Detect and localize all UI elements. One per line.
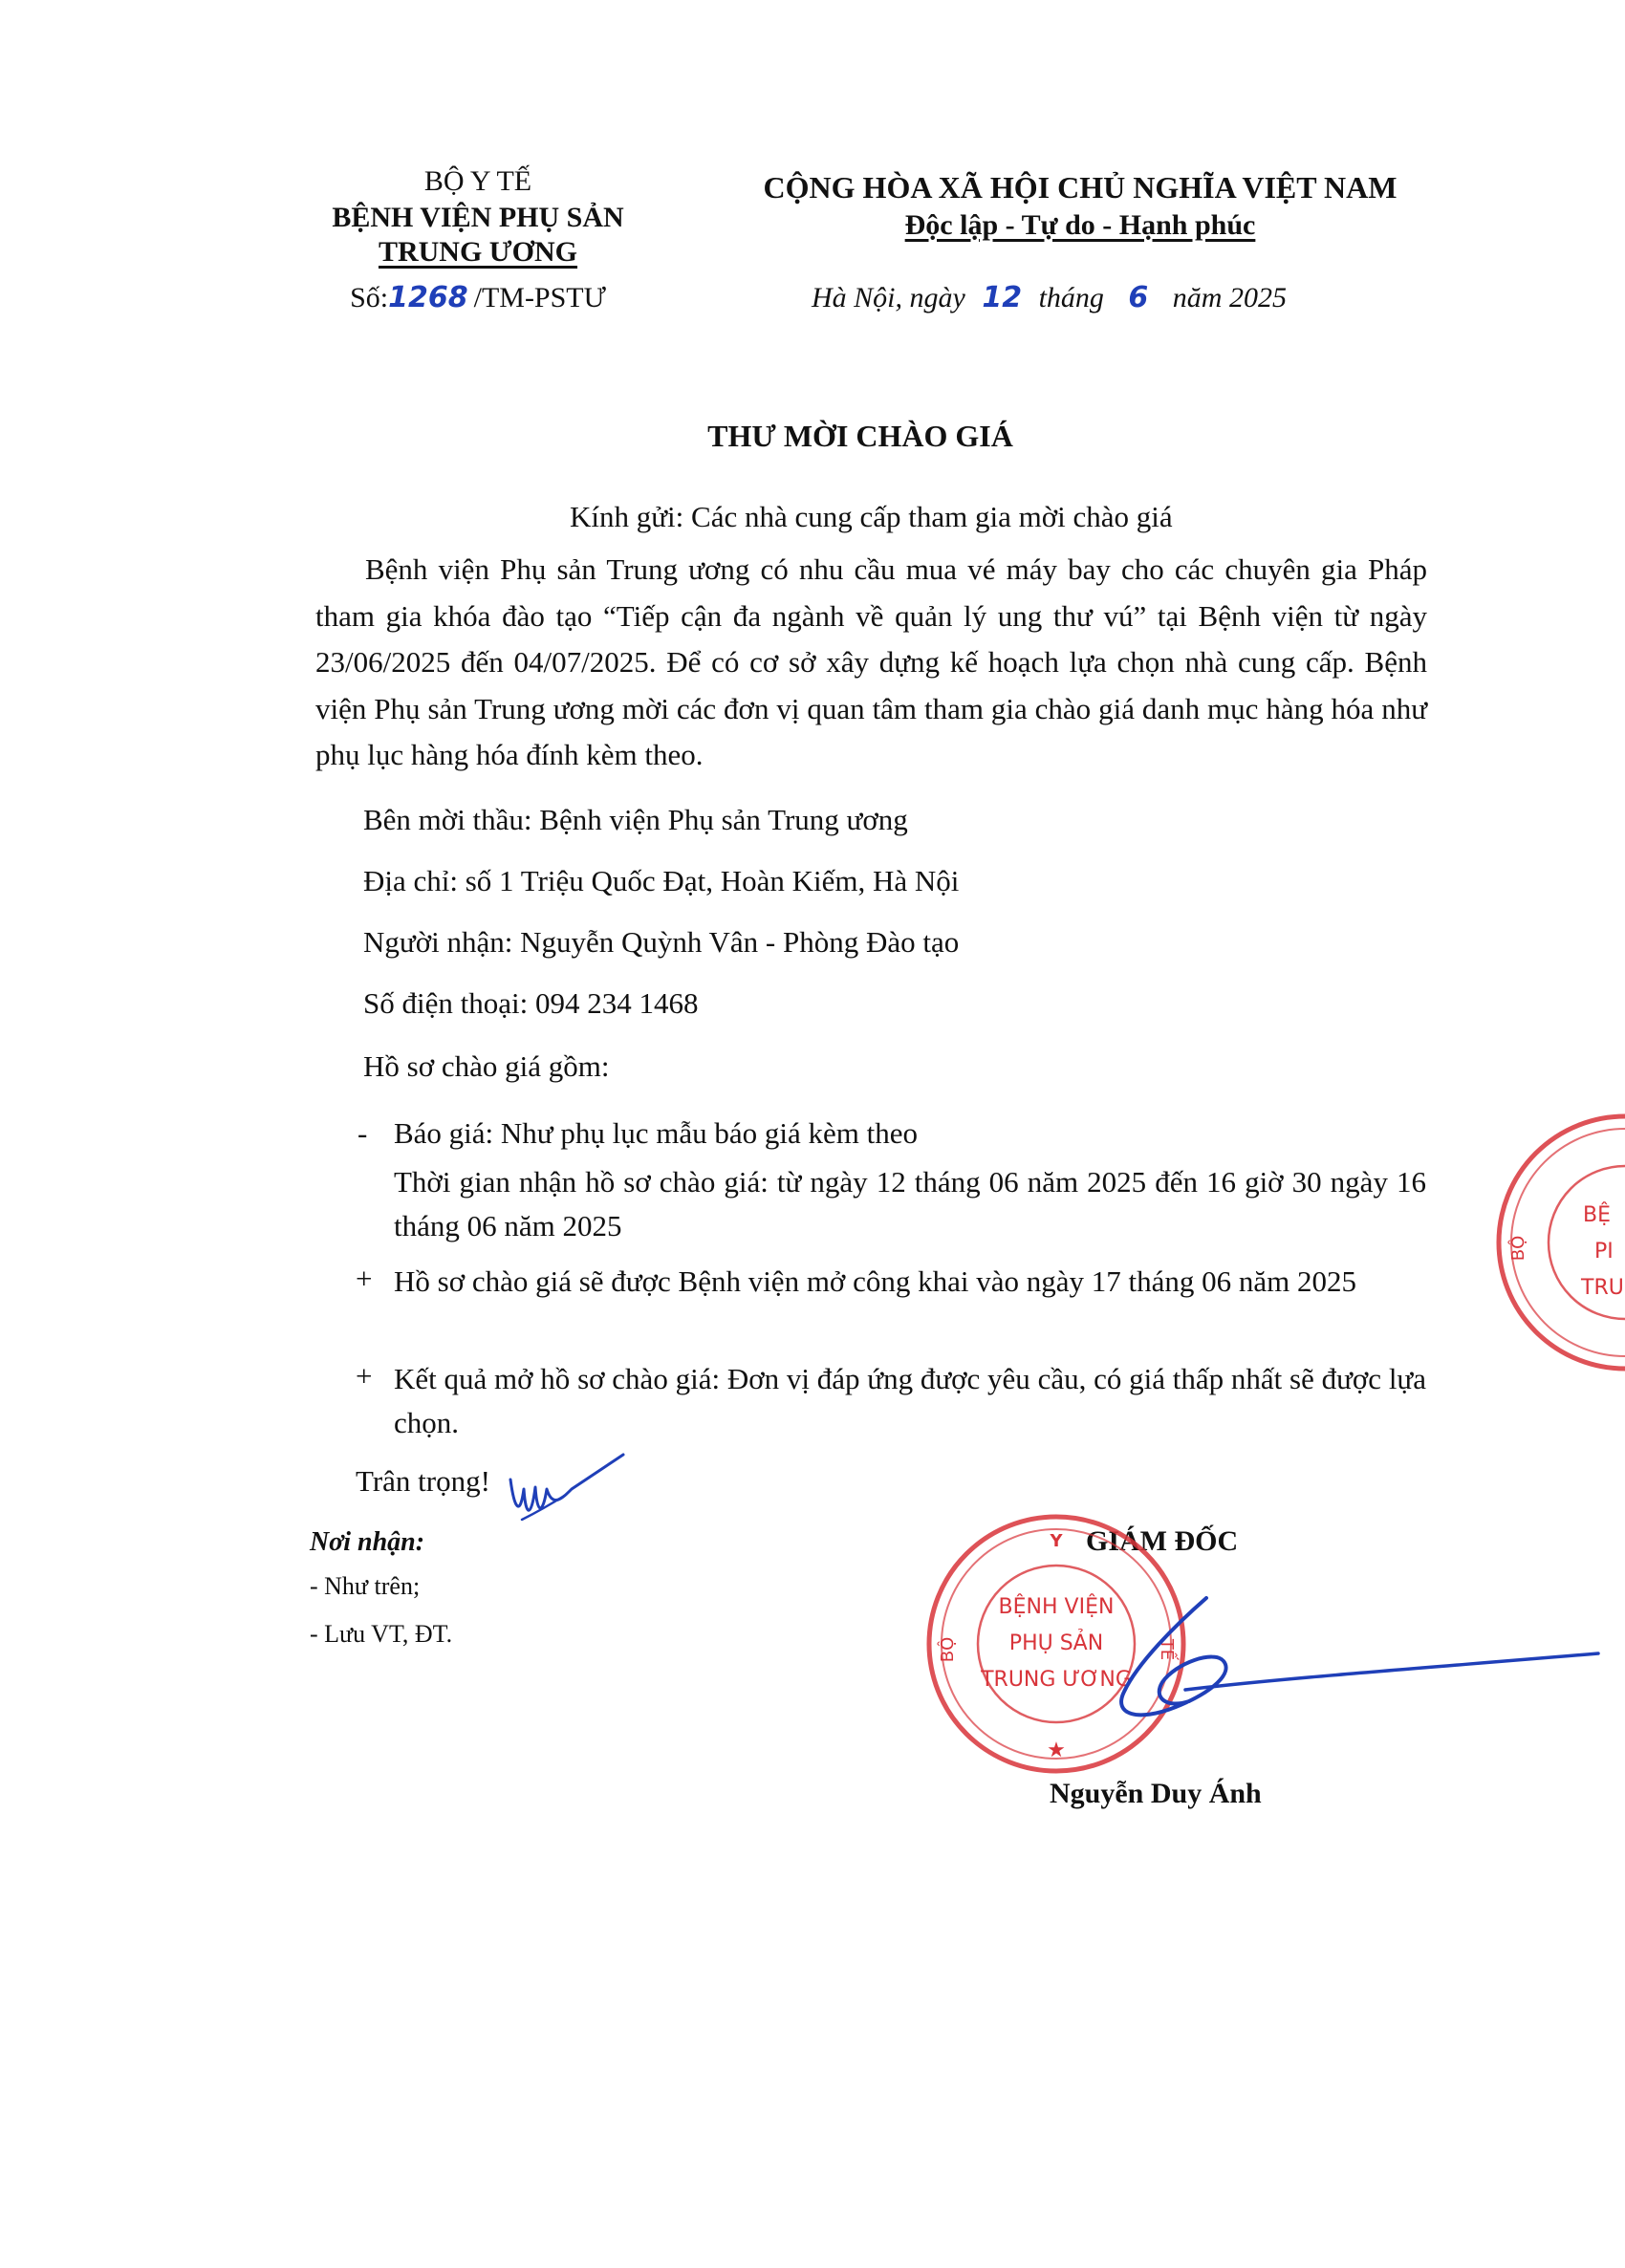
seal-top-text: Y	[1050, 1531, 1063, 1551]
edge-seal-line3: TRU	[1581, 1276, 1624, 1300]
hospital-name-line2	[287, 235, 669, 270]
list-item-marker: +	[356, 1359, 373, 1393]
edge-seal-left-text: BỘ	[1508, 1235, 1528, 1262]
date-month-label: tháng	[1038, 282, 1104, 313]
seal-star-icon: ★	[1047, 1739, 1066, 1762]
address-line: Địa chỉ: số 1 Triệu Quốc Đạt, Hoàn Kiếm, Hà Nội	[363, 864, 960, 897]
document-number-handwritten: 1268	[388, 281, 468, 314]
receiver-line: Người nhận: Nguyễn Quỳnh Vân - Phòng Đào tạo	[363, 925, 960, 959]
edge-seal-line2: PI	[1594, 1240, 1614, 1264]
hospital-name-line2-text: TRUNG ƯƠNG	[378, 236, 578, 268]
edge-seal	[1491, 1109, 1625, 1376]
initials-signature	[505, 1451, 629, 1537]
seal-right-text: TẾ	[1157, 1638, 1177, 1661]
date-day-handwritten: 12	[982, 281, 1023, 314]
recipient-line: Kính gửi: Các nhà cung cấp tham gia mời chào giá	[570, 500, 1173, 533]
inviter-line: Bên mời thầu: Bệnh viện Phụ sản Trung ương	[363, 803, 908, 836]
national-motto	[669, 208, 1491, 243]
seal-line2: PHỤ SẢN	[1008, 1631, 1104, 1655]
document-title: THƯ MỜI CHÀO GIÁ	[707, 419, 1013, 453]
director-signature	[1071, 1587, 1606, 1739]
list-item: Hồ sơ chào giá sẽ được Bệnh viện mở công khai vào ngày 17 tháng 06 năm 2025	[394, 1264, 1356, 1298]
document-date	[812, 281, 1347, 315]
intro-paragraph	[315, 547, 1427, 779]
closing-line: Trân trọng!	[356, 1464, 490, 1498]
list-item: Kết quả mở hồ sơ chào giá: Đơn vị đáp ứng được yêu cầu, có giá thấp nhất sẽ được lựa chọn.	[394, 1362, 1426, 1439]
date-year: năm 2025	[1172, 282, 1287, 313]
seal-line1: BỆNH VIỆN	[998, 1595, 1115, 1619]
nation-name: CỘNG HÒA XÃ HỘI CHỦ NGHĨA VIỆT NAM	[763, 170, 1398, 205]
signatory-role: GIÁM ĐỐC	[1086, 1525, 1239, 1557]
seal-left-text: BỘ	[938, 1636, 958, 1663]
list-item-marker: +	[356, 1262, 373, 1295]
document-number	[287, 281, 669, 315]
national-motto-text: Độc lập - Tự do - Hạnh phúc	[904, 209, 1256, 241]
document-number-suffix: /TM-PSTƯ	[473, 282, 606, 313]
dossier-heading: Hồ sơ chào giá gồm:	[363, 1049, 610, 1083]
recipients-item: - Như trên;	[310, 1572, 421, 1600]
recipients-heading: Nơi nhận:	[310, 1527, 425, 1557]
signatory-name: Nguyễn Duy Ánh	[1050, 1778, 1262, 1809]
hospital-name-line1: BỆNH VIỆN PHỤ SẢN	[332, 202, 624, 233]
date-month-handwritten: 6	[1128, 281, 1149, 314]
intro-paragraph-text: Bệnh viện Phụ sản Trung ương có nhu cầu mua vé máy bay cho các chuyên gia Pháp tham gia khóa đào tạo “Tiếp cận đa ngành về quản lý ung thư vú” tại Bệnh viện từ ngày 23/06/2025 đến 04/07/2025. Để có cơ sở xây dựng kế hoạch lựa chọn nhà cung cấp. Bệnh viện Phụ sản Trung ương mời các đơn vị quan tâm tham gia chào giá danh mục hàng hóa như phụ lục hàng hóa đính kèm theo.	[315, 552, 1427, 771]
date-prefix: Hà Nội, ngày	[812, 282, 965, 313]
document-number-prefix: Số:	[350, 282, 389, 313]
ministry-name: BỘ Y TẾ	[423, 165, 532, 197]
recipients-item: - Lưu VT, ĐT.	[310, 1620, 453, 1648]
list-item: Báo giá: Như phụ lục mẫu báo giá kèm theo	[394, 1116, 918, 1150]
seal-line3: TRUNG ƯƠNG	[981, 1668, 1132, 1692]
edge-seal-line1: BỆ	[1583, 1203, 1611, 1227]
list-item: Thời gian nhận hồ sơ chào giá: từ ngày 12 tháng 06 năm 2025 đến 16 giờ 30 ngày 16 tháng 06 năm 2025	[394, 1165, 1426, 1242]
phone-line: Số điện thoại: 094 234 1468	[363, 986, 699, 1020]
list-item-marker: -	[358, 1116, 368, 1150]
